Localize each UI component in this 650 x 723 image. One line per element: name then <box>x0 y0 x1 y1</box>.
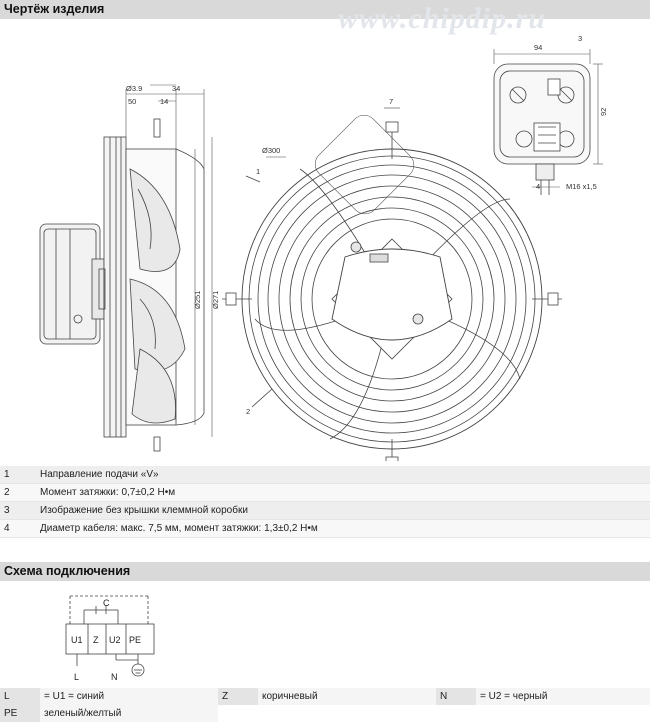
wiring-diagram <box>0 584 650 688</box>
callout-2: 2 <box>246 407 251 416</box>
terminal-pe: PE <box>129 635 142 645</box>
note-number: 4 <box>4 523 10 534</box>
line-label: L <box>74 672 80 682</box>
note-number: 3 <box>4 505 10 516</box>
legend-row <box>0 705 650 722</box>
drawing-section-header: Чертёж изделия <box>0 0 650 19</box>
note-text: Изображение без крышки клеммной коробки <box>40 505 248 516</box>
legend-value: коричневый <box>258 688 436 705</box>
neutral-label: N <box>111 672 118 682</box>
dim-92: 92 <box>599 107 608 116</box>
dim-d251: Ø251 <box>193 290 202 309</box>
wire-color-legend <box>0 688 650 722</box>
legend-key: L <box>0 688 40 705</box>
legend-value: = U2 = черный <box>476 688 650 705</box>
dim-7: 7 <box>389 97 394 106</box>
legend-key: PE <box>0 705 40 722</box>
note-row <box>0 466 650 484</box>
terminal-z: Z <box>93 635 99 645</box>
note-number: 1 <box>4 469 10 480</box>
terminal-u2: U2 <box>109 635 121 645</box>
legend-value: = U1 = синий <box>40 688 218 705</box>
dim-3: 3 <box>578 34 583 43</box>
dim-14: 14 <box>160 97 169 106</box>
note-row <box>0 520 650 538</box>
dim-d300: Ø300 <box>262 146 281 155</box>
wiring-section-header: Схема подключения <box>0 562 650 581</box>
terminal-box-view <box>494 64 590 195</box>
legend-row <box>0 688 650 705</box>
note-number: 2 <box>4 487 10 498</box>
legend-key: N <box>436 688 476 705</box>
watermark: www.chipdip.ru <box>338 2 546 35</box>
dim-94: 94 <box>534 43 543 52</box>
capacitor-label: C <box>103 598 110 608</box>
dim-d271: Ø271 <box>211 290 220 309</box>
dim-m16: M16 x1,5 <box>566 182 597 191</box>
dim-4: 4 <box>536 182 541 191</box>
note-row <box>0 484 650 502</box>
note-text: Момент затяжки: 0,7±0,2 Н•м <box>40 487 176 498</box>
dim-50: 50 <box>128 97 137 106</box>
side-view <box>40 119 204 451</box>
legend-value: зеленый/желтый <box>40 705 218 722</box>
note-text: Направление подачи «V» <box>40 469 159 480</box>
note-text: Диаметр кабеля: макс. 7,5 мм, момент затяжки: 1,3±0,2 Н•м <box>40 523 318 534</box>
terminal-u1: U1 <box>71 635 83 645</box>
legend-key: Z <box>218 688 258 705</box>
dim-d39: Ø3.9 <box>126 84 143 93</box>
dim-34: 34 <box>172 84 181 93</box>
callout-1: 1 <box>256 167 261 176</box>
note-row <box>0 502 650 520</box>
technical-drawing <box>0 19 650 461</box>
notes-table <box>0 466 650 538</box>
